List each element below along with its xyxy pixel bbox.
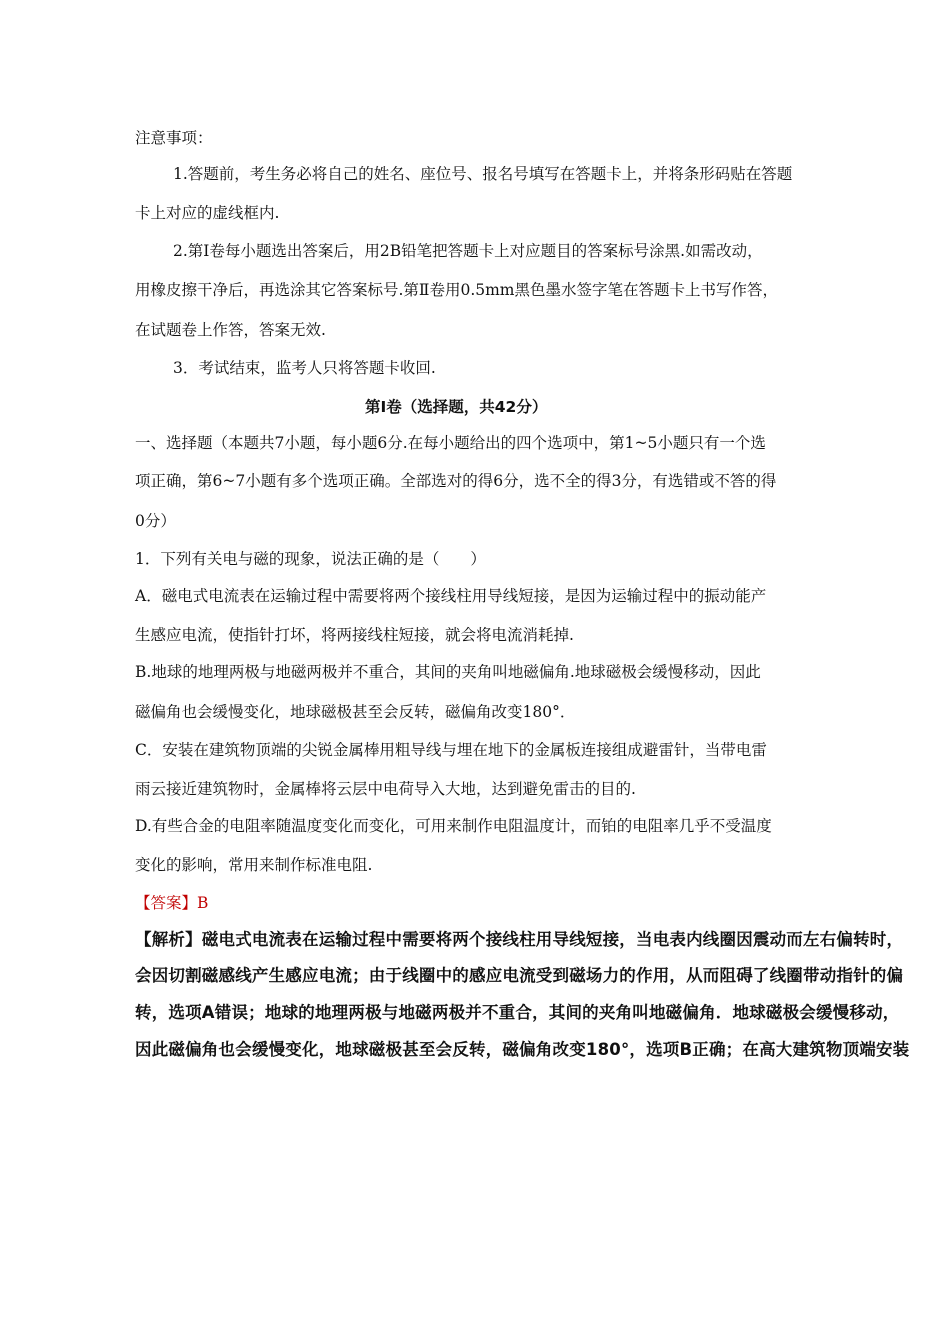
notice-item-2-end: 在试题卷上作答，答案无效. bbox=[135, 321, 326, 339]
analysis-line-2: 会因切割磁感线产生感应电流；由于线圈中的感应电流受到磁场力的作用，从而阻碍了线圈带动指针的偏 bbox=[135, 966, 904, 985]
notice-item-2-cont: 用橡皮擦干净后，再选涂其它答案标号.第Ⅱ卷用0.5mm黑色墨水签字笔在答题卡上书写作答， bbox=[135, 281, 779, 299]
answer-value: B bbox=[197, 894, 209, 912]
option-b-cont: 磁偏角也会缓慢变化，地球磁极甚至会反转，磁偏角改变180°． bbox=[135, 703, 576, 721]
analysis-tag: 【解析】 bbox=[135, 930, 202, 949]
option-a: A．磁电式电流表在运输过程中需要将两个接线柱用导线短接，是因为运输过程中的振动能产 bbox=[135, 587, 767, 605]
answer-line bbox=[135, 893, 208, 913]
analysis-text-1: 磁电式电流表在运输过程中需要将两个接线柱用导线短接，当电表内线圈因震动而左右偏转时， bbox=[201, 930, 904, 949]
analysis-line-3: 转，选项A错误；地球的地理两极与地磁两极并不重合，其间的夹角叫地磁偏角．地球磁极会缓慢移动， bbox=[135, 1003, 900, 1022]
option-b: B.地球的地理两极与地磁两极并不重合，其间的夹角叫地磁偏角.地球磁极会缓慢移动，因此 bbox=[135, 663, 761, 681]
option-d-cont: 变化的影响，常用来制作标准电阻. bbox=[135, 856, 373, 874]
option-d: D.有些合金的电阻率随温度变化而变化，可用来制作电阻温度计，而铂的电阻率几乎不受温度 bbox=[135, 817, 772, 835]
question-stem: 1．下列有关电与磁的现象，说法正确的是（ ） bbox=[135, 550, 486, 568]
notice-item-1: 1.答题前，考生务必将自己的姓名、座位号、报名号填写在答题卡上，并将条形码贴在答题 bbox=[173, 165, 793, 183]
option-a-cont: 生感应电流，使指针打坏，将两接线柱短接，就会将电流消耗掉. bbox=[135, 626, 574, 644]
analysis-line-1 bbox=[135, 930, 903, 950]
option-c-cont: 雨云接近建筑物时，金属棒将云层中电荷导入大地，达到避免雷击的目的. bbox=[135, 780, 636, 798]
section-instructions-line-1: 一、选择题（本题共7小题，每小题6分.在每小题给出的四个选项中，第1~5小题只有一个选 bbox=[135, 434, 766, 452]
notice-heading: 注意事项： bbox=[135, 129, 213, 147]
notice-item-2: 2.第Ⅰ卷每小题选出答案后，用2B铅笔把答题卡上对应题目的答案标号涂黑.如需改动， bbox=[173, 242, 763, 260]
section-instructions-line-3: 0分） bbox=[135, 512, 176, 530]
section-instructions-line-2: 项正确，第6~7小题有多个选项正确。全部选对的得6分，选不全的得3分，有选错或不答的得 bbox=[135, 472, 777, 490]
notice-item-3: 3．考试结束，监考人只将答题卡收回. bbox=[173, 359, 436, 377]
section-title: 第Ⅰ卷（选择题，共42分） bbox=[365, 398, 548, 416]
answer-tag: 【答案】 bbox=[135, 894, 198, 912]
notice-item-1-cont: 卡上对应的虚线框内. bbox=[135, 204, 280, 222]
option-c: C．安装在建筑物顶端的尖锐金属棒用粗导线与埋在地下的金属板连接组成避雷针，当带电雷 bbox=[135, 741, 767, 759]
analysis-line-4: 因此磁偏角也会缓慢变化，地球磁极甚至会反转，磁偏角改变180°，选项B正确；在高大建筑物顶端安装 bbox=[135, 1040, 910, 1059]
